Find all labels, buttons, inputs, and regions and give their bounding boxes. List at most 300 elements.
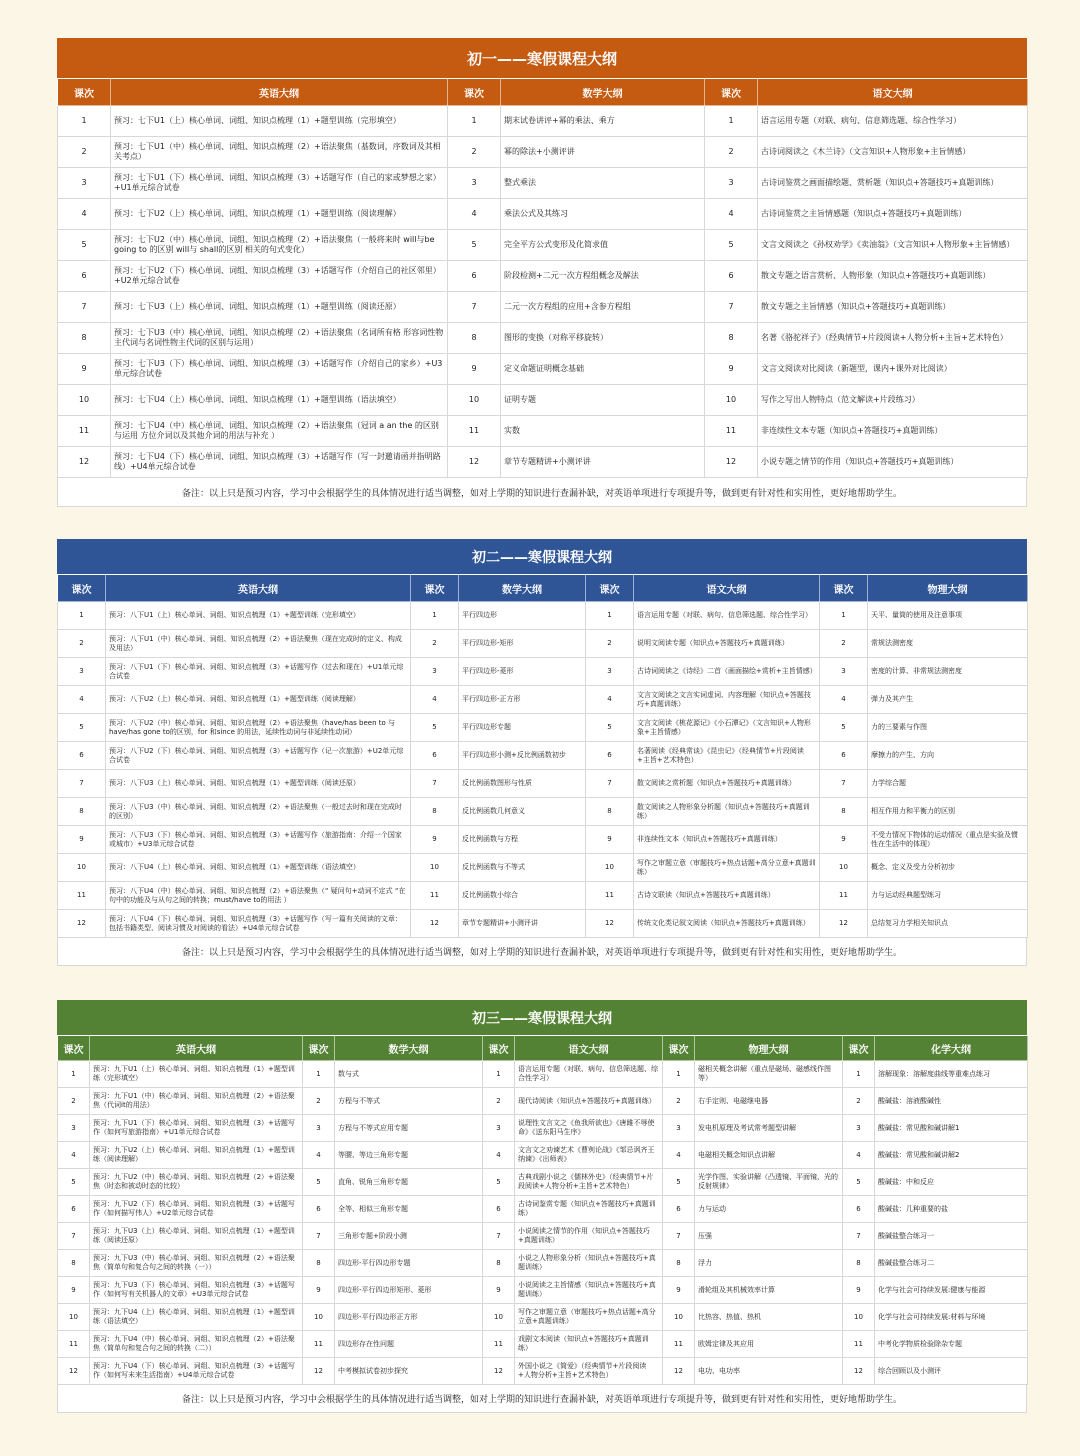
lesson-number-cell: 1	[58, 1061, 90, 1088]
syllabus-cell: 古典戏剧小说之《儒林外史》（经典情节+片段阅读+人物分析+主旨+艺术特色）	[515, 1169, 663, 1196]
table-row	[58, 168, 1028, 199]
syllabus-cell: 预习：八下U2（中）核心单词、词组、知识点梳理（2）+语法聚焦（have/has been to 与have/has gone to的区别，for 和since 的用法，延续性动词与非延续性动词）	[106, 714, 411, 742]
lesson-number-cell: 5	[58, 714, 106, 742]
lesson-number-cell: 9	[705, 354, 758, 385]
table-row	[58, 106, 1028, 137]
syllabus-cell: 预习：八下U4（下）核心单词、词组、知识点梳理（3）+话题写作（写一篇有关阅读的文章：包括书籍类型、阅读习惯及对阅读的看法）+U4单元综合试卷	[106, 910, 411, 938]
lesson-number-cell: 12	[448, 447, 501, 478]
syllabus-cell: 酸碱盐整合练习一	[875, 1223, 1028, 1250]
lesson-number-cell: 8	[663, 1250, 695, 1277]
lesson-number-cell: 11	[820, 882, 868, 910]
table-row	[58, 602, 1028, 630]
lesson-number-cell: 8	[586, 798, 634, 826]
lesson-number-cell: 12	[58, 910, 106, 938]
syllabus-cell: 电功、电功率	[695, 1358, 843, 1385]
lesson-number-cell: 3	[483, 1115, 515, 1142]
syllabus-cell: 散文专题之主旨情感（知识点+答题技巧+真题训练）	[758, 292, 1028, 323]
syllabus-cell: 小说专题之情节的作用（知识点+答题技巧+真题训练）	[758, 447, 1028, 478]
syllabus-cell: 幂的除法+小测评讲	[501, 137, 705, 168]
table-row	[58, 1223, 1028, 1250]
syllabus-cell: 等腰、等边三角形专题	[335, 1142, 483, 1169]
lesson-number-cell: 1	[586, 602, 634, 630]
lesson-number-cell: 3	[58, 1115, 90, 1142]
grade2-header-row	[58, 575, 1028, 602]
syllabus-cell: 预习：九下U1（下）核心单词、词组、知识点梳理（3）+话题写作（如何写旅游指南）+U1单元综合试卷	[90, 1115, 303, 1142]
syllabus-cell: 酸碱盐：常见酸和碱讲解1	[875, 1115, 1028, 1142]
column-header: 课次	[586, 575, 634, 602]
syllabus-cell: 平行四边形小测+反比例函数初步	[459, 742, 586, 770]
lesson-number-cell: 6	[663, 1196, 695, 1223]
grade2-table	[57, 574, 1028, 938]
syllabus-cell: 四边形-平行四边形专题	[335, 1250, 483, 1277]
lesson-number-cell: 1	[58, 602, 106, 630]
lesson-number-cell: 6	[58, 1196, 90, 1223]
lesson-number-cell: 3	[303, 1115, 335, 1142]
column-header: 课次	[411, 575, 459, 602]
lesson-number-cell: 5	[820, 714, 868, 742]
lesson-number-cell: 2	[58, 1088, 90, 1115]
syllabus-cell: 说理性文言文之《鱼我所欲也》《唐雎不辱使命》《送东阳马生序》	[515, 1115, 663, 1142]
syllabus-cell: 反比例函数图形与性质	[459, 770, 586, 798]
lesson-number-cell: 6	[483, 1196, 515, 1223]
syllabus-cell: 预习：八下U4（上）核心单词、词组、知识点梳理（1）+题型训练（语法填空）	[106, 854, 411, 882]
lesson-number-cell: 2	[586, 630, 634, 658]
syllabus-cell: 预习：七下U3（上）核心单词、词组、知识点梳理（1）+题型训练（阅读还原）	[111, 292, 448, 323]
lesson-number-cell: 4	[411, 686, 459, 714]
syllabus-cell: 预习：八下U1（中）核心单词、词组、知识点梳理（2）+语法聚焦（现在完成时的定义、构成及用法）	[106, 630, 411, 658]
lesson-number-cell: 8	[58, 798, 106, 826]
lesson-number-cell: 7	[483, 1223, 515, 1250]
lesson-number-cell: 10	[58, 854, 106, 882]
syllabus-cell: 图形的变换（对称平移旋转）	[501, 323, 705, 354]
lesson-number-cell: 11	[586, 882, 634, 910]
syllabus-cell: 四边形存在性问题	[335, 1331, 483, 1358]
syllabus-cell: 直角、锐角三角形专题	[335, 1169, 483, 1196]
lesson-number-cell: 11	[705, 416, 758, 447]
lesson-number-cell: 9	[411, 826, 459, 854]
lesson-number-cell: 10	[843, 1304, 875, 1331]
syllabus-cell: 四边形-平行四边形正方形	[335, 1304, 483, 1331]
syllabus-cell: 预习：七下U2（中）核心单词、词组、知识点梳理（2）+语法聚焦（一般将来时 will与be going to 的区别 will与 shall的区别 相关的句式变化）	[111, 230, 448, 261]
syllabus-cell: 预习：七下U3（中）核心单词、词组、知识点梳理（2）+语法聚焦（名词所有格 形容词性物主代词与名词性物主代词的区别与运用）	[111, 323, 448, 354]
syllabus-cell: 预习：八下U3（下）核心单词、词组、知识点梳理（3）+话题写作（旅游指南：介绍一个国家或城市）+U3单元综合试卷	[106, 826, 411, 854]
lesson-number-cell: 4	[586, 686, 634, 714]
lesson-number-cell: 7	[663, 1223, 695, 1250]
column-header: 课次	[448, 79, 501, 106]
syllabus-cell: 化学与社会可持续发展:材料与环境	[875, 1304, 1028, 1331]
syllabus-cell: 古诗词鉴赏专题（知识点+答题技巧+真题训练）	[515, 1196, 663, 1223]
syllabus-cell: 光学作图、实验讲解（凸透镜、平面镜、光的反射规律）	[695, 1169, 843, 1196]
syllabus-cell: 力与运动	[695, 1196, 843, 1223]
lesson-number-cell: 2	[663, 1088, 695, 1115]
syllabus-cell: 语言运用专题（对联、病句、信息筛选题、综合性学习）	[634, 602, 820, 630]
column-header: 课次	[483, 1036, 515, 1061]
table-row	[58, 416, 1028, 447]
lesson-number-cell: 8	[58, 323, 111, 354]
syllabus-cell: 预习：八下U3（中）核心单词、词组、知识点梳理（2）+语法聚焦（一般过去时和现在完成时的区别）	[106, 798, 411, 826]
syllabus-cell: 浮力	[695, 1250, 843, 1277]
lesson-number-cell: 10	[58, 1304, 90, 1331]
syllabus-cell: 比热容、热值、热机	[695, 1304, 843, 1331]
table-row	[58, 1115, 1028, 1142]
syllabus-cell: 欧姆定律及其应用	[695, 1331, 843, 1358]
lesson-number-cell: 11	[58, 416, 111, 447]
syllabus-cell: 弹力及其产生	[868, 686, 1028, 714]
syllabus-cell: 全等、相似三角形专题	[335, 1196, 483, 1223]
syllabus-cell: 小说阅读之主旨情感（知识点+答题技巧+真题训练）	[515, 1277, 663, 1304]
lesson-number-cell: 11	[448, 416, 501, 447]
grade1-body	[58, 106, 1028, 478]
syllabus-cell: 章节专题精讲+小测评讲	[459, 910, 586, 938]
lesson-number-cell: 7	[58, 292, 111, 323]
lesson-number-cell: 10	[448, 385, 501, 416]
syllabus-cell: 不受力情况下物体的运动情况（重点是实验及惯性在生活中的体现）	[868, 826, 1028, 854]
syllabus-cell: 反比例函数小综合	[459, 882, 586, 910]
syllabus-cell: 说明文阅读专题（知识点+答题技巧+真题训练）	[634, 630, 820, 658]
lesson-number-cell: 2	[411, 630, 459, 658]
lesson-number-cell: 5	[705, 230, 758, 261]
grade1-syllabus-panel	[57, 38, 1027, 507]
lesson-number-cell: 5	[448, 230, 501, 261]
lesson-number-cell: 6	[820, 742, 868, 770]
syllabus-cell: 预习：八下U1（下）核心单词、词组、知识点梳理（3）+话题写作（过去和现在）+U1单元综合试卷	[106, 658, 411, 686]
syllabus-cell: 数与式	[335, 1061, 483, 1088]
lesson-number-cell: 5	[663, 1169, 695, 1196]
lesson-number-cell: 9	[58, 354, 111, 385]
lesson-number-cell: 4	[58, 1142, 90, 1169]
lesson-number-cell: 11	[483, 1331, 515, 1358]
syllabus-cell: 预习：七下U4（上）核心单词、词组、知识点梳理（1）+题型训练（语法填空）	[111, 385, 448, 416]
grade1-note: 备注：以上只是预习内容，学习中会根据学生的具体情况进行适当调整，如对上学期的知识进行查漏补缺，对英语单项进行专项提升等，做到更有针对性和实用性，更好地帮助学生。	[57, 478, 1027, 507]
syllabus-cell: 写作之写出人物特点（范文解读+片段练习）	[758, 385, 1028, 416]
lesson-number-cell: 5	[58, 1169, 90, 1196]
column-header: 英语大纲	[90, 1036, 303, 1061]
column-header: 课次	[705, 79, 758, 106]
lesson-number-cell: 4	[303, 1142, 335, 1169]
table-row	[58, 630, 1028, 658]
column-header: 语文大纲	[758, 79, 1028, 106]
lesson-number-cell: 3	[448, 168, 501, 199]
lesson-number-cell: 9	[303, 1277, 335, 1304]
grade1-table	[57, 78, 1028, 478]
lesson-number-cell: 7	[843, 1223, 875, 1250]
grade1-header-row	[58, 79, 1028, 106]
syllabus-cell: 力与运动经典题型练习	[868, 882, 1028, 910]
syllabus-cell: 小说阅读之情节的作用（知识点+答题技巧+真题训练）	[515, 1223, 663, 1250]
lesson-number-cell: 6	[705, 261, 758, 292]
syllabus-cell: 现代诗阅读（知识点+答题技巧+真题训练）	[515, 1088, 663, 1115]
syllabus-cell: 预习：九下U3（上）核心单词、词组、知识点梳理（1）+题型训练（阅读还原）	[90, 1223, 303, 1250]
grade3-title: 初三——寒假课程大纲	[57, 1000, 1027, 1035]
lesson-number-cell: 9	[58, 826, 106, 854]
syllabus-cell: 文言文阅读之《孙权劝学》《卖油翁》（文言知识+人物形象+主旨情感）	[758, 230, 1028, 261]
lesson-number-cell: 1	[705, 106, 758, 137]
column-header: 课次	[58, 1036, 90, 1061]
lesson-number-cell: 2	[58, 630, 106, 658]
syllabus-cell: 写作之审题立意（审题技巧+热点话题+高分立意+真题训练）	[515, 1304, 663, 1331]
grade3-header-row	[58, 1036, 1028, 1061]
syllabus-cell: 完全平方公式变形及化简求值	[501, 230, 705, 261]
lesson-number-cell: 5	[411, 714, 459, 742]
syllabus-cell: 预习：九下U3（中）核心单词、词组、知识点梳理（2）+语法聚焦（简单句和复合句之间的转换（一））	[90, 1250, 303, 1277]
syllabus-cell: 方程与不等式	[335, 1088, 483, 1115]
syllabus-cell: 摩擦力的产生、方向	[868, 742, 1028, 770]
lesson-number-cell: 1	[303, 1061, 335, 1088]
syllabus-cell: 预习：九下U1（中）核心单词、词组、知识点梳理（2）+语法聚焦（代词it的用法）	[90, 1088, 303, 1115]
lesson-number-cell: 10	[303, 1304, 335, 1331]
syllabus-cell: 酸碱盐：中和反应	[875, 1169, 1028, 1196]
lesson-number-cell: 3	[586, 658, 634, 686]
syllabus-cell: 预习：九下U4（上）核心单词、词组、知识点梳理（1）+题型训练（语法填空）	[90, 1304, 303, 1331]
lesson-number-cell: 4	[843, 1142, 875, 1169]
column-header: 数学大纲	[335, 1036, 483, 1061]
syllabus-cell: 古诗词鉴赏之主旨情感题（知识点+答题技巧+真题训练）	[758, 199, 1028, 230]
table-row	[58, 658, 1028, 686]
syllabus-cell: 乘法公式及其练习	[501, 199, 705, 230]
lesson-number-cell: 6	[843, 1196, 875, 1223]
grade2-title: 初二——寒假课程大纲	[57, 539, 1027, 574]
lesson-number-cell: 8	[448, 323, 501, 354]
table-row	[58, 1196, 1028, 1223]
syllabus-cell: 平行四边形-矩形	[459, 630, 586, 658]
lesson-number-cell: 4	[663, 1142, 695, 1169]
table-row	[58, 354, 1028, 385]
syllabus-cell: 化学与社会可持续发展:健康与能源	[875, 1277, 1028, 1304]
column-header: 课次	[303, 1036, 335, 1061]
syllabus-cell: 传统文化类记叙文阅读（知识点+答题技巧+真题训练）	[634, 910, 820, 938]
lesson-number-cell: 5	[303, 1169, 335, 1196]
syllabus-cell: 平行四边形-菱形	[459, 658, 586, 686]
lesson-number-cell: 2	[820, 630, 868, 658]
syllabus-cell: 预习：八下U3（上）核心单词、词组、知识点梳理（1）+题型训练（阅读还原）	[106, 770, 411, 798]
lesson-number-cell: 9	[843, 1277, 875, 1304]
syllabus-cell: 力的三要素与作图	[868, 714, 1028, 742]
syllabus-cell: 二元一次方程组的应用+含参方程组	[501, 292, 705, 323]
table-row	[58, 770, 1028, 798]
lesson-number-cell: 3	[663, 1115, 695, 1142]
column-header: 化学大纲	[875, 1036, 1028, 1061]
table-row	[58, 261, 1028, 292]
lesson-number-cell: 12	[483, 1358, 515, 1385]
lesson-number-cell: 1	[820, 602, 868, 630]
syllabus-cell: 预习：九下U4（下）核心单词、词组、知识点梳理（3）+话题写作（如何写未来生活指南）+U4单元综合试卷	[90, 1358, 303, 1385]
table-row	[58, 742, 1028, 770]
grade1-title: 初一——寒假课程大纲	[57, 38, 1027, 78]
lesson-number-cell: 8	[411, 798, 459, 826]
table-row	[58, 882, 1028, 910]
syllabus-cell: 期末试卷讲评+幂的乘法、乘方	[501, 106, 705, 137]
syllabus-cell: 酸碱盐：溶液酸碱性	[875, 1088, 1028, 1115]
syllabus-cell: 古诗词阅读之《木兰诗》（文言知识+人物形象+主旨情感）	[758, 137, 1028, 168]
lesson-number-cell: 11	[843, 1331, 875, 1358]
syllabus-cell: 酸碱盐：几种重要的盐	[875, 1196, 1028, 1223]
syllabus-cell: 天平、量筒的使用及注意事项	[868, 602, 1028, 630]
lesson-number-cell: 3	[705, 168, 758, 199]
syllabus-cell: 定义命题证明概念基础	[501, 354, 705, 385]
table-row	[58, 292, 1028, 323]
lesson-number-cell: 5	[58, 230, 111, 261]
lesson-number-cell: 10	[411, 854, 459, 882]
lesson-number-cell: 1	[663, 1061, 695, 1088]
syllabus-cell: 名著阅读《经典常谈》《昆虫记》（经典情节+片段阅读+主旨+艺术特色）	[634, 742, 820, 770]
lesson-number-cell: 11	[411, 882, 459, 910]
lesson-number-cell: 4	[483, 1142, 515, 1169]
lesson-number-cell: 2	[303, 1088, 335, 1115]
syllabus-cell: 章节专题精讲+小测评讲	[501, 447, 705, 478]
syllabus-cell: 总结复习力学相关知识点	[868, 910, 1028, 938]
syllabus-cell: 文言文之劝谏艺术《曹刿论战》《邹忌讽齐王纳谏》《出师表》	[515, 1142, 663, 1169]
syllabus-cell: 名著《骆驼祥子》（经典情节+片段阅读+人物分析+主旨+艺术特色）	[758, 323, 1028, 354]
column-header: 英语大纲	[111, 79, 448, 106]
lesson-number-cell: 1	[58, 106, 111, 137]
syllabus-cell: 相互作用力和平衡力的区别	[868, 798, 1028, 826]
lesson-number-cell: 6	[448, 261, 501, 292]
syllabus-cell: 平行四边形专题	[459, 714, 586, 742]
syllabus-cell: 证明专题	[501, 385, 705, 416]
syllabus-cell: 阶段检测+二元一次方程组概念及解法	[501, 261, 705, 292]
lesson-number-cell: 4	[58, 686, 106, 714]
syllabus-cell: 酸碱盐：常见酸和碱讲解2	[875, 1142, 1028, 1169]
syllabus-cell: 文言文阅读《桃花源记》《小石潭记》（文言知识+人物形象+主旨情感）	[634, 714, 820, 742]
table-row	[58, 137, 1028, 168]
syllabus-cell: 溶解现象：溶解度曲线等重难点练习	[875, 1061, 1028, 1088]
lesson-number-cell: 1	[483, 1061, 515, 1088]
syllabus-cell: 方程与不等式应用专题	[335, 1115, 483, 1142]
syllabus-cell: 力学综合题	[868, 770, 1028, 798]
syllabus-cell: 写作之审题立意（审题技巧+热点话题+高分立意+真题训练）	[634, 854, 820, 882]
column-header: 语文大纲	[515, 1036, 663, 1061]
lesson-number-cell: 10	[58, 385, 111, 416]
syllabus-cell: 反比例函数与不等式	[459, 854, 586, 882]
lesson-number-cell: 10	[705, 385, 758, 416]
syllabus-cell: 文言文阅读对比阅读（新题型，课内+课外对比阅读）	[758, 354, 1028, 385]
table-row	[58, 854, 1028, 882]
lesson-number-cell: 3	[820, 658, 868, 686]
column-header: 英语大纲	[106, 575, 411, 602]
syllabus-cell: 预习：九下U3（下）核心单词、词组、知识点梳理（3）+话题写作（如何写有关机器人的文章）+U3单元综合试卷	[90, 1277, 303, 1304]
syllabus-cell: 滑轮组及其机械效率计算	[695, 1277, 843, 1304]
table-row	[58, 1277, 1028, 1304]
lesson-number-cell: 7	[448, 292, 501, 323]
table-row	[58, 1304, 1028, 1331]
table-row	[58, 230, 1028, 261]
lesson-number-cell: 7	[411, 770, 459, 798]
column-header: 物理大纲	[695, 1036, 843, 1061]
syllabus-cell: 预习：七下U2（下）核心单词、词组、知识点梳理（3）+话题写作（介绍自己的社区邻里）+U2单元综合试卷	[111, 261, 448, 292]
lesson-number-cell: 8	[303, 1250, 335, 1277]
lesson-number-cell: 11	[663, 1331, 695, 1358]
table-row	[58, 1358, 1028, 1385]
syllabus-cell: 常规法测密度	[868, 630, 1028, 658]
syllabus-cell: 散文阅读之赏析题（知识点+答题技巧+真题训练）	[634, 770, 820, 798]
table-row	[58, 1331, 1028, 1358]
lesson-number-cell: 10	[663, 1304, 695, 1331]
syllabus-cell: 预习：七下U4（下）核心单词、词组、知识点梳理（3）+话题写作（写一封邀请函并指明路线）+U4单元综合试卷	[111, 447, 448, 478]
lesson-number-cell: 6	[586, 742, 634, 770]
syllabus-cell: 反比例函数几何意义	[459, 798, 586, 826]
lesson-number-cell: 9	[448, 354, 501, 385]
table-row	[58, 1061, 1028, 1088]
grade2-body	[58, 602, 1028, 938]
syllabus-cell: 古诗文联读（知识点+答题技巧+真题训练）	[634, 882, 820, 910]
lesson-number-cell: 8	[58, 1250, 90, 1277]
lesson-number-cell: 12	[843, 1358, 875, 1385]
column-header: 课次	[820, 575, 868, 602]
syllabus-cell: 古诗词鉴赏之画面描绘题、赏析题（知识点+答题技巧+真题训练）	[758, 168, 1028, 199]
lesson-number-cell: 9	[820, 826, 868, 854]
lesson-number-cell: 6	[58, 742, 106, 770]
syllabus-cell: 概念、定义及受力分析初步	[868, 854, 1028, 882]
column-header: 课次	[58, 79, 111, 106]
syllabus-cell: 外国小说之《简爱》（经典情节+片段阅读+人物分析+主旨+艺术特色）	[515, 1358, 663, 1385]
syllabus-cell: 戏剧文本阅读（知识点+答题技巧+真题训练）	[515, 1331, 663, 1358]
column-header: 课次	[58, 575, 106, 602]
lesson-number-cell: 7	[58, 1223, 90, 1250]
lesson-number-cell: 10	[820, 854, 868, 882]
lesson-number-cell: 1	[448, 106, 501, 137]
table-row	[58, 447, 1028, 478]
lesson-number-cell: 3	[843, 1115, 875, 1142]
syllabus-cell: 预习：七下U2（上）核心单词、词组、知识点梳理（1）+题型训练（阅读理解）	[111, 199, 448, 230]
lesson-number-cell: 1	[843, 1061, 875, 1088]
syllabus-cell: 小说之人物形象分析（知识点+答题技巧+真题训练）	[515, 1250, 663, 1277]
lesson-number-cell: 2	[705, 137, 758, 168]
lesson-number-cell: 5	[586, 714, 634, 742]
syllabus-cell: 发电机原理及考试常考题型讲解	[695, 1115, 843, 1142]
lesson-number-cell: 12	[663, 1358, 695, 1385]
syllabus-cell: 预习：九下U2（上）核心单词、词组、知识点梳理（1）+题型训练（阅读理解）	[90, 1142, 303, 1169]
syllabus-cell: 文言文阅读之文言实词虚词、内容理解（知识点+答题技巧+真题训练）	[634, 686, 820, 714]
table-row	[58, 385, 1028, 416]
syllabus-cell: 实数	[501, 416, 705, 447]
table-row	[58, 1169, 1028, 1196]
syllabus-cell: 语言运用专题（对联、病句、信息筛选题、综合性学习）	[758, 106, 1028, 137]
lesson-number-cell: 5	[483, 1169, 515, 1196]
lesson-number-cell: 6	[303, 1196, 335, 1223]
syllabus-cell: 整式乘法	[501, 168, 705, 199]
lesson-number-cell: 9	[586, 826, 634, 854]
lesson-number-cell: 12	[820, 910, 868, 938]
lesson-number-cell: 10	[586, 854, 634, 882]
syllabus-cell: 预习：七下U1（中）核心单词、词组、知识点梳理（2）+语法聚焦（基数词，序数词及其相关考点）	[111, 137, 448, 168]
grade2-note: 备注：以上只是预习内容，学习中会根据学生的具体情况进行适当调整，如对上学期的知识进行查漏补缺，对英语单项进行专项提升等，做到更有针对性和实用性，更好地帮助学生。	[57, 938, 1027, 966]
lesson-number-cell: 11	[58, 882, 106, 910]
lesson-number-cell: 4	[58, 199, 111, 230]
lesson-number-cell: 3	[58, 658, 106, 686]
lesson-number-cell: 12	[58, 447, 111, 478]
lesson-number-cell: 2	[843, 1088, 875, 1115]
lesson-number-cell: 2	[58, 137, 111, 168]
lesson-number-cell: 7	[820, 770, 868, 798]
lesson-number-cell: 11	[303, 1331, 335, 1358]
lesson-number-cell: 4	[820, 686, 868, 714]
lesson-number-cell: 2	[448, 137, 501, 168]
syllabus-cell: 右手定则、电磁继电器	[695, 1088, 843, 1115]
syllabus-cell: 中考模拟试卷初步探究	[335, 1358, 483, 1385]
lesson-number-cell: 7	[586, 770, 634, 798]
column-header: 语文大纲	[634, 575, 820, 602]
syllabus-cell: 预习：七下U1（下）核心单词、词组、知识点梳理（3）+话题写作（自己的家或梦想之家）+U1单元综合试卷	[111, 168, 448, 199]
table-row	[58, 910, 1028, 938]
lesson-number-cell: 6	[58, 261, 111, 292]
lesson-number-cell: 9	[483, 1277, 515, 1304]
syllabus-cell: 平行四边形-正方形	[459, 686, 586, 714]
table-row	[58, 1088, 1028, 1115]
grade3-note: 备注：以上只是预习内容，学习中会根据学生的具体情况进行适当调整，如对上学期的知识进行查漏补缺，对英语单项进行专项提升等，做到更有针对性和实用性，更好地帮助学生。	[57, 1385, 1027, 1413]
syllabus-cell: 非连续性文本专题（知识点+答题技巧+真题训练）	[758, 416, 1028, 447]
syllabus-cell: 语言运用专题（对联、病句、信息筛选题、综合性学习）	[515, 1061, 663, 1088]
table-row	[58, 826, 1028, 854]
